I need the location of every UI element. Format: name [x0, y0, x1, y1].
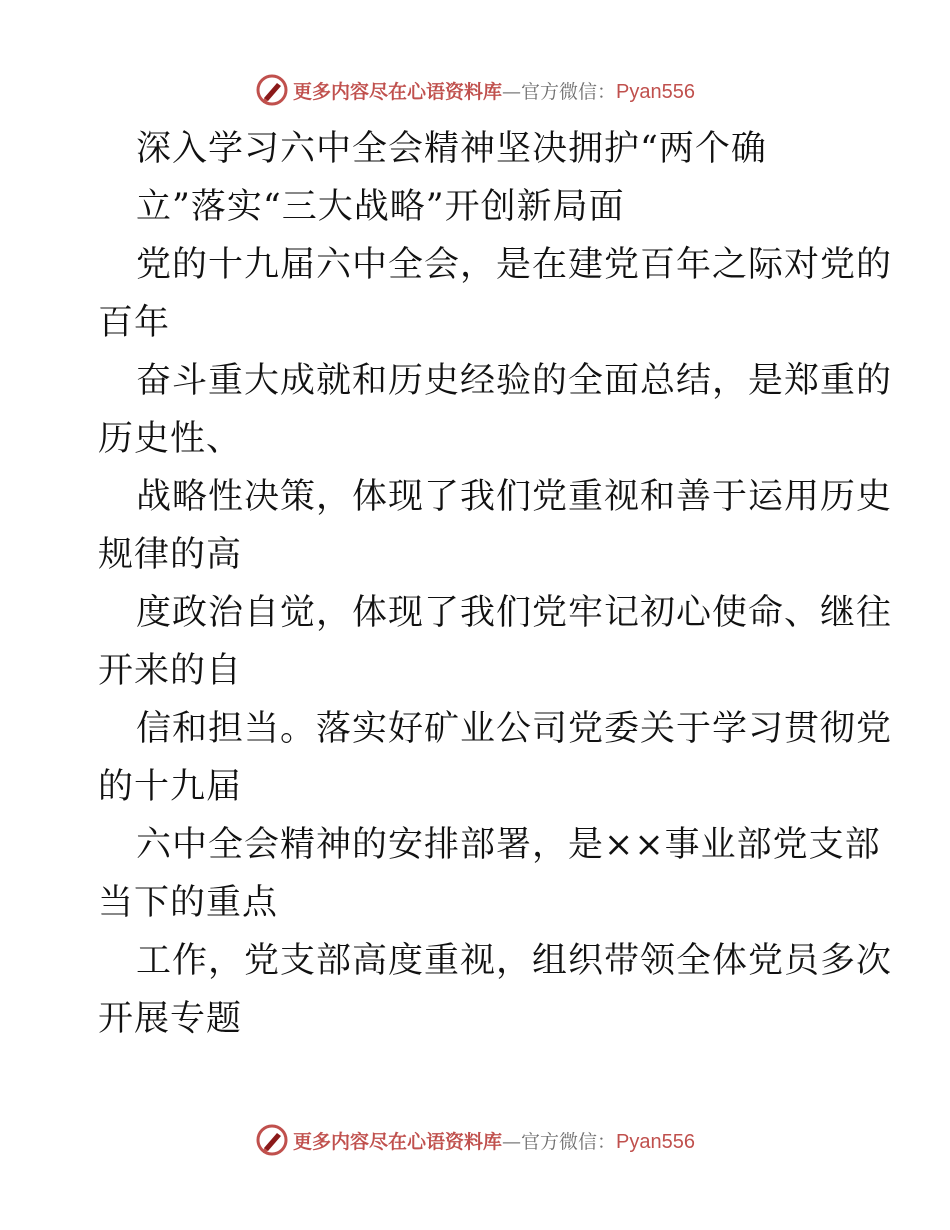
body-line: 度政治自觉，体现了我们党牢记初心使命、继往: [136, 593, 893, 633]
footer-watermark: [0, 1120, 950, 1160]
body-line: 规律的高: [98, 535, 243, 575]
body-line: 开展专题: [98, 999, 243, 1039]
watermark-brand: 更多内容尽在心语资料库: [293, 1130, 503, 1153]
watermark-id: Pyan556: [616, 80, 695, 103]
body-line: 百年: [98, 303, 171, 343]
watermark-label: 官方微信：: [521, 1130, 617, 1153]
header-watermark: [0, 70, 950, 110]
body-text: [98, 236, 893, 1048]
body-line: 当下的重点: [98, 883, 279, 923]
watermark-dash: —: [502, 1130, 522, 1153]
body-line: 工作，党支部高度重视，组织带领全体党员多次: [136, 941, 893, 981]
watermark-id: Pyan556: [616, 1130, 695, 1153]
body-line: 奋斗重大成就和历史经验的全面总结，是郑重的: [136, 361, 893, 401]
watermark-dash: —: [502, 80, 522, 103]
pen-logo-icon: [255, 1123, 289, 1157]
document-body: [98, 120, 893, 1048]
body-line: 信和担当。落实好矿业公司党委关于学习贯彻党: [136, 709, 893, 749]
body-line: 的十九届: [98, 767, 243, 807]
title-line-1: 深入学习六中全会精神坚决拥护“两个确: [136, 129, 767, 169]
body-line: 历史性、: [98, 419, 243, 459]
watermark-brand: 更多内容尽在心语资料库: [293, 80, 503, 103]
body-line: 战略性决策，体现了我们党重视和善于运用历史: [136, 477, 893, 517]
body-line: 开来的自: [98, 651, 243, 691]
pen-logo-icon: [255, 73, 289, 107]
body-line: 党的十九届六中全会，是在建党百年之际对党的: [136, 245, 893, 285]
title-line-2: 立”落实“三大战略”开创新局面: [136, 187, 625, 227]
watermark-label: 官方微信：: [521, 80, 617, 103]
body-line: 六中全会精神的安排部署，是××事业部党支部: [136, 825, 881, 865]
